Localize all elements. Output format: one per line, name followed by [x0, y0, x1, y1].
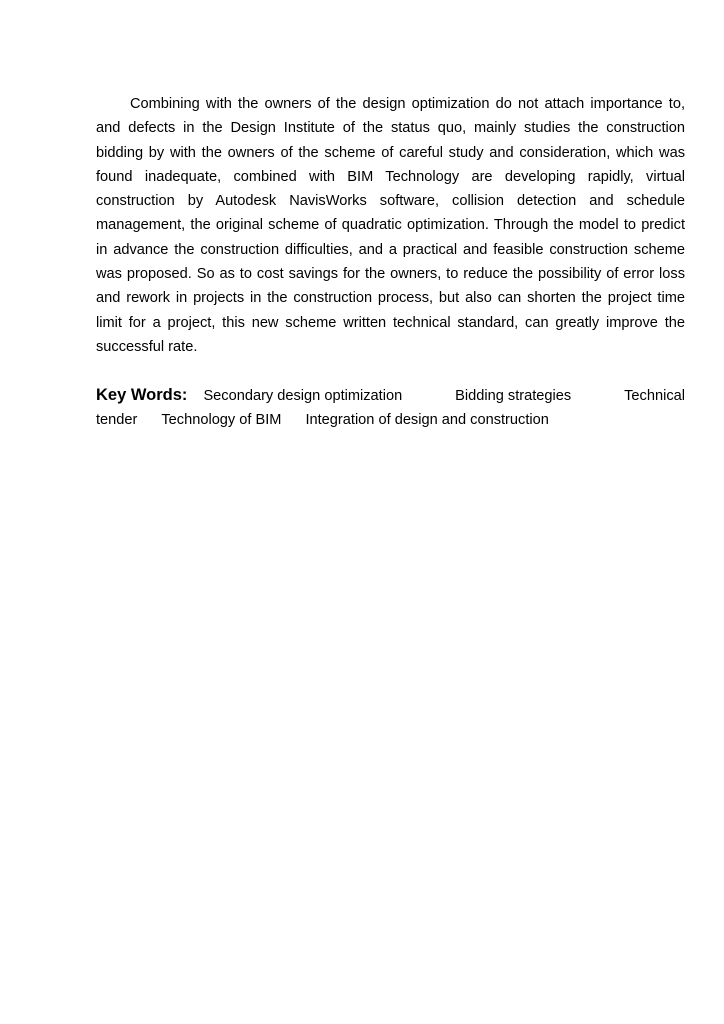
keyword-item: Integration of design and construction — [305, 412, 549, 429]
keyword-item: Technology of BIM — [161, 412, 282, 429]
keyword-item: Technical — [624, 388, 685, 404]
keyword-item: Secondary design optimization — [203, 388, 403, 404]
keywords-label: Key Words: — [96, 386, 188, 404]
keyword-item: Bidding strategies — [455, 388, 572, 404]
keywords-row-2 — [96, 408, 685, 432]
keywords-row-1 — [96, 383, 685, 408]
abstract-paragraph: Combining with the owners of the design optimization do not attach importance to, and defects in the Design Institute of the status quo, mainly studies the construction bidding by with the owners of the scheme of careful study and consideration, which was found inadequate, combined with BIM Technology are developing rapidly, virtual construction by Autodesk NavisWorks software, collision detection and schedule management, the original scheme of quadratic optimization. Through the model to predict in advance the construction difficulties, and a practical and feasible construction scheme was proposed. So as to cost savings for the owners, to reduce the possibility of error loss and rework in projects in the construction process, but also can shorten the project time limit for a project, this new scheme written technical standard, can greatly improve the successful rate. — [96, 96, 685, 355]
keyword-item: tender — [96, 412, 138, 429]
keywords-section — [96, 383, 685, 433]
